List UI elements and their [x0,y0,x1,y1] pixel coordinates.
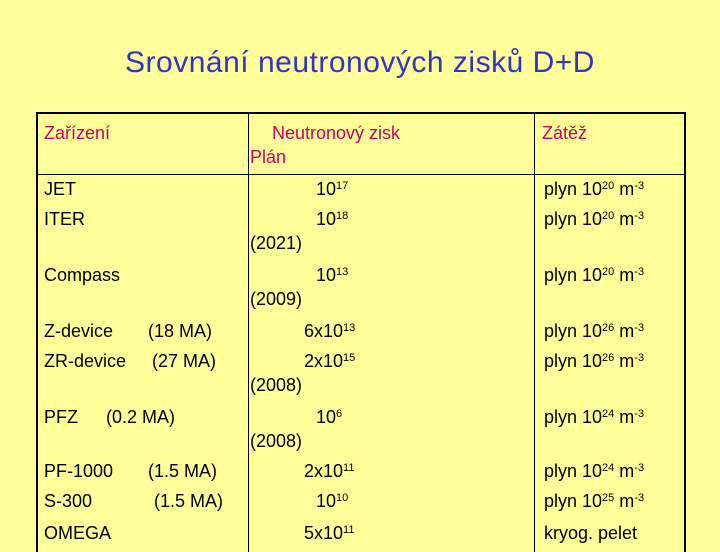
column-divider [534,114,535,552]
row-gain: $10^{13}$ [316,265,349,285]
row-device: PF-1000 [44,461,114,481]
row-load: plyn $10^{24}$ $m^{-3}$ [544,461,645,481]
row-gain: $10^{17}$ [316,179,349,199]
row-year: (2021) [250,233,303,253]
row-device: PFZ [44,407,78,427]
row-load: plyn $10^{26}$ $m^{-3}$ [544,351,645,371]
row-current: (27 MA) [152,351,217,371]
row-device: ZR-device [44,351,127,371]
header-divider [38,174,684,175]
header-device: Zařízení [44,123,111,143]
header-gain: Neutronový zisk [272,123,401,143]
row-gain: $5x10^{11}$ [304,523,355,543]
row-gain: $10^{10}$ [316,491,349,511]
row-device: JET [44,179,77,199]
row-load: plyn $10^{24}$ $m^{-3}$ [544,407,645,427]
row-current: (1.5 MA) [148,461,218,481]
row-device: Compass [44,265,121,285]
header-load: Zátěž [542,123,588,143]
row-load: plyn $10^{20}$ $m^{-3}$ [544,209,645,229]
row-load: kryog. pelet [544,523,638,543]
column-divider [248,114,249,552]
row-year: (2008) [250,431,303,451]
row-gain: $10^6$ [316,407,343,427]
row-current: (18 MA) [148,321,213,341]
page-title: Srovnání neutronových zisků D+D [125,46,595,79]
row-device: Z-device [44,321,114,341]
row-device: OMEGA [44,523,112,543]
row-load: plyn $10^{26}$ $m^{-3}$ [544,321,645,341]
row-load: plyn $10^{20}$ $m^{-3}$ [544,265,645,285]
row-gain: $10^{18}$ [316,209,349,229]
row-device: ITER [44,209,86,229]
row-year: (2009) [250,289,303,309]
row-year: (2008) [250,375,303,395]
row-gain: $2x10^{15}$ [304,351,356,371]
row-gain: $6x10^{13}$ [304,321,356,341]
row-current: (1.5 MA) [154,491,224,511]
row-current: (0.2 MA) [106,407,176,427]
header-gain-sub: Plán [250,147,287,167]
comparison-table [36,112,686,552]
row-load: plyn $10^{20}$ $m^{-3}$ [544,179,645,199]
row-load: plyn $10^{25}$ $m^{-3}$ [544,491,645,511]
row-gain: $2x10^{11}$ [304,461,355,481]
row-device: S-300 [44,491,93,511]
